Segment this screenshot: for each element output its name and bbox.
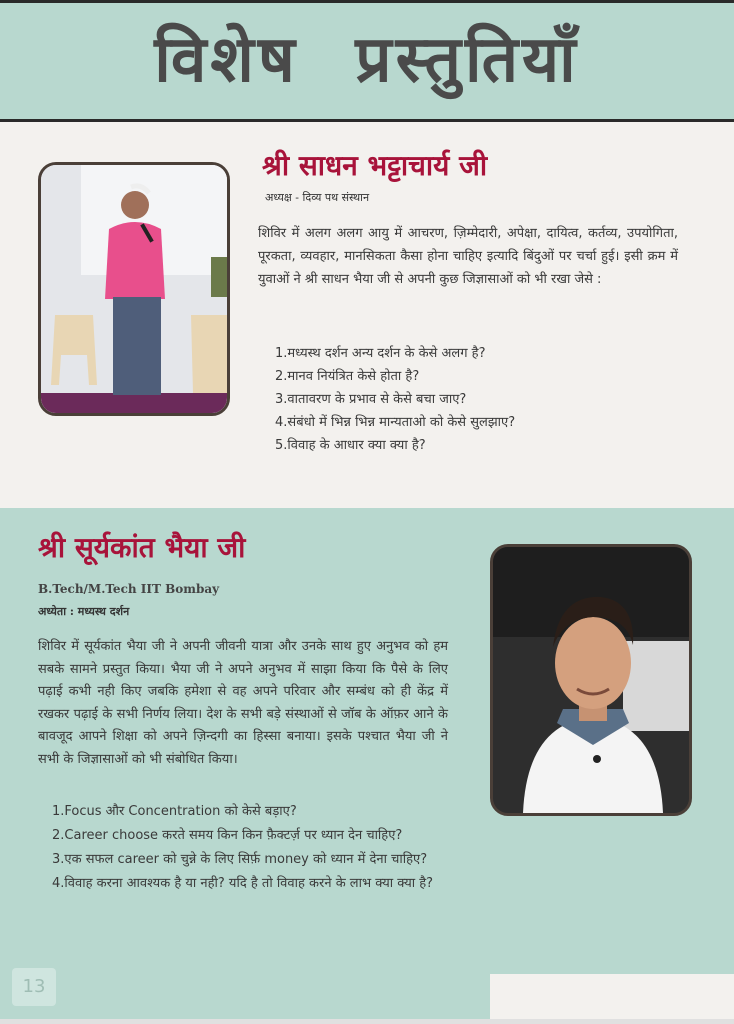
list-item: 5.विवाह के आधार क्या क्या है? (275, 438, 426, 453)
page-header (0, 0, 734, 122)
bottom-divider (0, 1019, 734, 1024)
section1-question-list (275, 342, 515, 457)
section2-question-list (52, 800, 448, 896)
speaker-name-suryakant: श्री सूर्यकांत भैया जी (38, 531, 246, 564)
corner-block (490, 974, 734, 1024)
speaker-photo-sadhan (38, 162, 230, 416)
section1-paragraph: शिविर में अलग अलग आयु में आचरण, ज़िम्मेदारी, अपेक्षा, दायित्व, कर्तव्य, उपयोगिता, पूरकता, व्यवहार, मानसिकता कैसा होना चाहिए इत्यादि बिंदुओं पर चर्चा हुई। इसी क्रम में युवाओं ने श्री साधन भैया जी से अपनी कुछ जिज्ञासाओं को भी रखा जेसे : (258, 226, 678, 287)
list-item: 3.वातावरण के प्रभाव से केसे बचा जाए? (275, 392, 467, 407)
speaker-name-sadhan: श्री साधन भट्टाचार्य जी (262, 149, 488, 182)
portrait-photo-image (493, 547, 689, 813)
section2-paragraph: शिविर में सूर्यकांत भैया जी ने अपनी जीवनी यात्रा और उनके साथ हुए अनुभव को हम सबके सामने प्रस्तुत किया। भैया जी ने अपने अनुभव में साझा किया कि पैसे के लिए पढ़ाई कभी नही किए जबकि हमेशा से वह अपने परिवार और सम्बंध को ही केंद्र में रखकर पढ़ाई के सभी निर्णय लिया। देश के सभी बड़े संस्थाओं से जॉब के ऑफ़र आने के बावजूद आपने शिक्षा को अपने ज़िन्दगी का हिस्सा बनाया। इसके पश्चात भैया जी ने सभी के जिज्ञासाओं को भी संबोधित किया। (38, 639, 448, 767)
list-item: 2.मानव नियंत्रित केसे होता है? (275, 369, 420, 384)
list-item: 1.मध्यस्थ दर्शन अन्य दर्शन के केसे अलग है? (275, 346, 486, 361)
page-title: विशेष प्रस्तुतियाँ (154, 23, 580, 97)
list-item: 4.संबंधो में भिन्न भिन्न मान्यताओ को केसे सुलझाए? (275, 415, 516, 430)
list-item: 1.Focus और Concentration को केसे बड़ाए? (52, 804, 297, 819)
page-number: 13 (22, 976, 46, 997)
list-item: 4.विवाह करना आवश्यक है या नही? यदि है तो विवाह करने के लाभ क्या क्या है? (52, 876, 434, 891)
speaker-photo-suryakant (490, 544, 692, 816)
speaker-role-sadhan: अध्यक्ष - दिव्य पथ संस्थान (265, 191, 370, 204)
speaker-role-suryakant: अध्येता : मध्यस्थ दर्शन (38, 605, 130, 618)
list-item: 3.एक सफल career को चुन्ने के लिए सिर्फ़ money को ध्यान में देना चाहिए? (52, 852, 428, 867)
classroom-photo-image (41, 165, 227, 413)
list-item: 2.Career choose करते समय किन किन फ़ैक्टर्ज़ पर ध्यान देन चाहिए? (52, 828, 403, 843)
speaker-credentials: B.Tech/M.Tech IIT Bombay (38, 582, 220, 596)
